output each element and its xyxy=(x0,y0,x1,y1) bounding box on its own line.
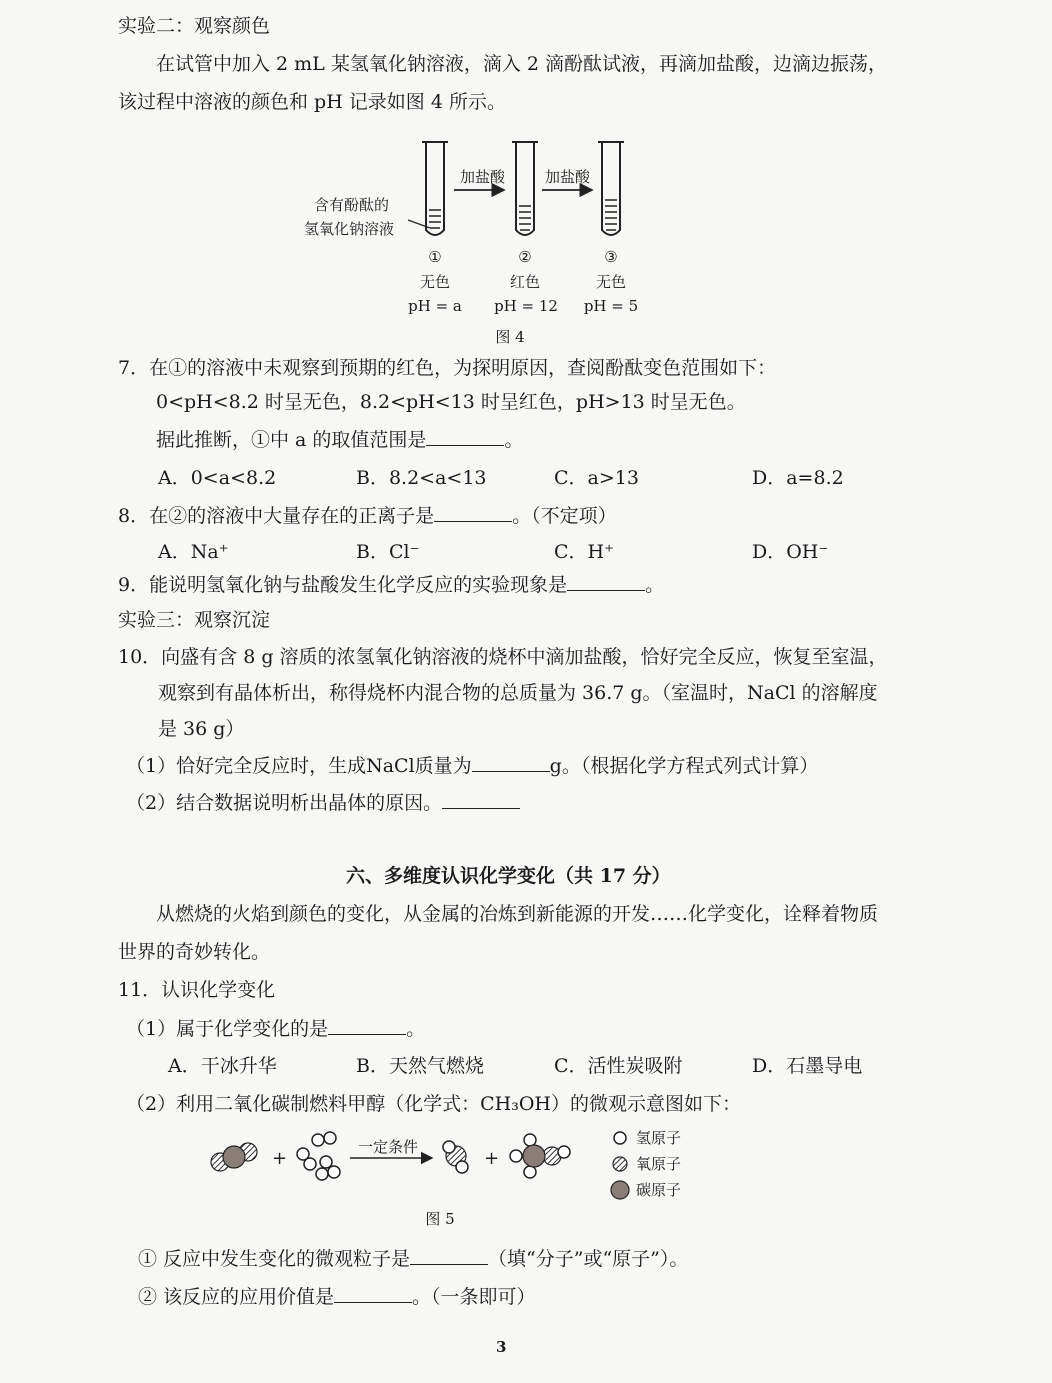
legend-oxygen-label: 氧原子 xyxy=(636,1155,682,1173)
q9-stem-end: 。 xyxy=(645,574,665,596)
q11-sub1-end: 。 xyxy=(406,1018,426,1040)
svg-text:+: + xyxy=(484,1148,500,1169)
test-tube-3 xyxy=(598,142,624,235)
co2-molecule xyxy=(211,1143,257,1171)
section-6-title: 六、多维度认识化学变化（共 17 分） xyxy=(346,865,671,887)
q10-line3: 是 36 g） xyxy=(158,718,245,740)
tube-label-line2: 氢氧化钠溶液 xyxy=(304,220,395,238)
q7-option-c[interactable]: C．a>13 xyxy=(554,467,639,489)
water-molecule xyxy=(443,1141,468,1173)
q11-fig-q2-text: ② 该反应的应用价值是 xyxy=(138,1286,335,1308)
methanol-molecule xyxy=(510,1134,570,1178)
tube-1-number: ① xyxy=(428,248,442,266)
q8-stem-text: 8．在②的溶液中大量存在的正离子是 xyxy=(118,505,435,527)
q11-fig-q1-text: ① 反应中发生变化的微观粒子是 xyxy=(138,1248,411,1270)
q10-sub1-text: （1）恰好完全反应时，生成NaCl质量为 xyxy=(126,755,472,777)
q7-line3-text: 据此推断，①中 a 的取值范围是 xyxy=(156,429,427,451)
q10-sub1-answer-blank[interactable] xyxy=(472,753,550,772)
figure-5-caption: 图 5 xyxy=(425,1210,455,1228)
legend-carbon-label: 碳原子 xyxy=(636,1181,682,1199)
test-tube-2 xyxy=(512,142,538,235)
q8-option-c[interactable]: C．H⁺ xyxy=(554,541,615,563)
q7-line3 xyxy=(156,427,523,452)
q9-answer-blank[interactable] xyxy=(567,572,645,591)
q11-option-b[interactable]: B．天然气燃烧 xyxy=(356,1055,484,1077)
q11-fig-q2-end: 。（一条即可） xyxy=(412,1286,536,1308)
q8-stem xyxy=(118,503,617,528)
fig5-condition-label: 一定条件 xyxy=(358,1138,419,1156)
q7-option-a[interactable]: A．0<a<8.2 xyxy=(158,467,277,489)
page-number: 3 xyxy=(496,1338,507,1356)
q10-sub2 xyxy=(126,790,520,815)
q7-line3-end: 。 xyxy=(504,429,524,451)
legend-hydrogen-label: 氢原子 xyxy=(636,1129,682,1147)
legend-carbon-symbol xyxy=(611,1181,629,1199)
arrow-2-label: 加盐酸 xyxy=(545,168,591,186)
q10-sub1 xyxy=(126,753,818,778)
exp2-title: 实验二：观察颜色 xyxy=(118,15,271,37)
q11-sub1 xyxy=(126,1016,425,1041)
q11-fig-q2-answer-blank[interactable] xyxy=(334,1284,412,1303)
q11-fig-question-2 xyxy=(138,1284,536,1309)
q8-answer-blank[interactable] xyxy=(434,503,512,522)
hydrogen-molecules xyxy=(297,1132,340,1180)
q8-stem-end: 。（不定项） xyxy=(512,505,617,527)
q11-sub1-answer-blank[interactable] xyxy=(328,1016,406,1035)
q11-fig-q1-end: （填“分子”或“原子”）。 xyxy=(488,1248,689,1270)
q8-option-d[interactable]: D．OH⁻ xyxy=(752,541,829,563)
legend-oxygen-symbol xyxy=(613,1157,627,1171)
tube-label-line1: 含有酚酞的 xyxy=(314,196,390,214)
q10-sub2-text: （2）结合数据说明析出晶体的原因。 xyxy=(126,792,443,814)
q11-option-d[interactable]: D．石墨导电 xyxy=(752,1055,863,1077)
q8-option-b[interactable]: B．Cl⁻ xyxy=(356,541,420,563)
q11-fig-question-1 xyxy=(138,1246,688,1271)
tube-3-number: ③ xyxy=(604,248,618,266)
tube-1-ph: pH = a xyxy=(408,297,462,315)
tube-2-number: ② xyxy=(518,248,532,266)
svg-text:+: + xyxy=(272,1148,288,1169)
tube-2-color: 红色 xyxy=(509,273,540,291)
arrow-1-label: 加盐酸 xyxy=(460,168,506,186)
tube-1-color: 无色 xyxy=(419,273,450,291)
q7-option-b[interactable]: B．8.2<a<13 xyxy=(356,467,487,489)
q9-stem-text: 9．能说明氢氧化钠与盐酸发生化学反应的实验现象是 xyxy=(118,574,568,596)
figure-4-caption: 图 4 xyxy=(495,328,525,346)
figure-5-molecular-diagram xyxy=(200,1126,700,1206)
q10-sub2-answer-blank[interactable] xyxy=(442,790,520,809)
tube-2-ph: pH = 12 xyxy=(494,297,558,315)
exp2-paragraph-line1: 在试管中加入 2 mL 某氢氧化钠溶液，滴入 2 滴酚酞试液，再滴加盐酸，边滴边振荡， xyxy=(156,53,888,75)
test-tube-1 xyxy=(422,142,448,235)
exp2-paragraph-line2: 该过程中溶液的颜色和 pH 记录如图 4 所示。 xyxy=(118,91,506,113)
q7-answer-blank[interactable] xyxy=(426,427,504,446)
q10-line2: 观察到有晶体析出，称得烧杯内混合物的总质量为 36.7 g。（室温时，NaCl 的溶解度 xyxy=(158,682,878,704)
q11-option-a[interactable]: A．干冰升华 xyxy=(168,1055,277,1077)
q11-sub2: （2）利用二氧化碳制燃料甲醇（化学式：CH₃OH）的微观示意图如下： xyxy=(126,1093,741,1115)
q7-stem: 7．在①的溶液中未观察到预期的红色，为探明原因，查阅酚酞变色范围如下： xyxy=(118,357,777,379)
legend-hydrogen-symbol xyxy=(614,1132,626,1144)
tube-3-ph: pH = 5 xyxy=(583,297,639,315)
q11-sub1-text: （1）属于化学变化的是 xyxy=(126,1018,329,1040)
tube-3-color: 无色 xyxy=(595,273,626,291)
q11-title: 11．认识化学变化 xyxy=(118,979,276,1001)
q11-option-c[interactable]: C．活性炭吸附 xyxy=(554,1055,683,1077)
section-6-intro-line1: 从燃烧的火焰到颜色的变化，从金属的冶炼到新能源的开发……化学变化，诠释着物质 xyxy=(156,903,879,925)
q11-fig-q1-answer-blank[interactable] xyxy=(410,1246,488,1265)
q9-stem xyxy=(118,572,664,597)
exp3-title: 实验三：观察沉淀 xyxy=(118,609,271,631)
q7-line2: 0<pH<8.2 时呈无色，8.2<pH<13 时呈红色，pH>13 时呈无色。 xyxy=(156,391,746,413)
q8-option-a[interactable]: A．Na⁺ xyxy=(158,541,229,563)
q7-option-d[interactable]: D．a=8.2 xyxy=(752,467,844,489)
section-6-intro-line2: 世界的奇妙转化。 xyxy=(118,941,271,963)
q10-line1: 10．向盛有含 8 g 溶质的浓氢氧化钠溶液的烧杯中滴加盐酸，恰好完全反应，恢复至室温， xyxy=(118,646,888,668)
q10-sub1-end: g。（根据化学方程式列式计算） xyxy=(549,755,819,777)
